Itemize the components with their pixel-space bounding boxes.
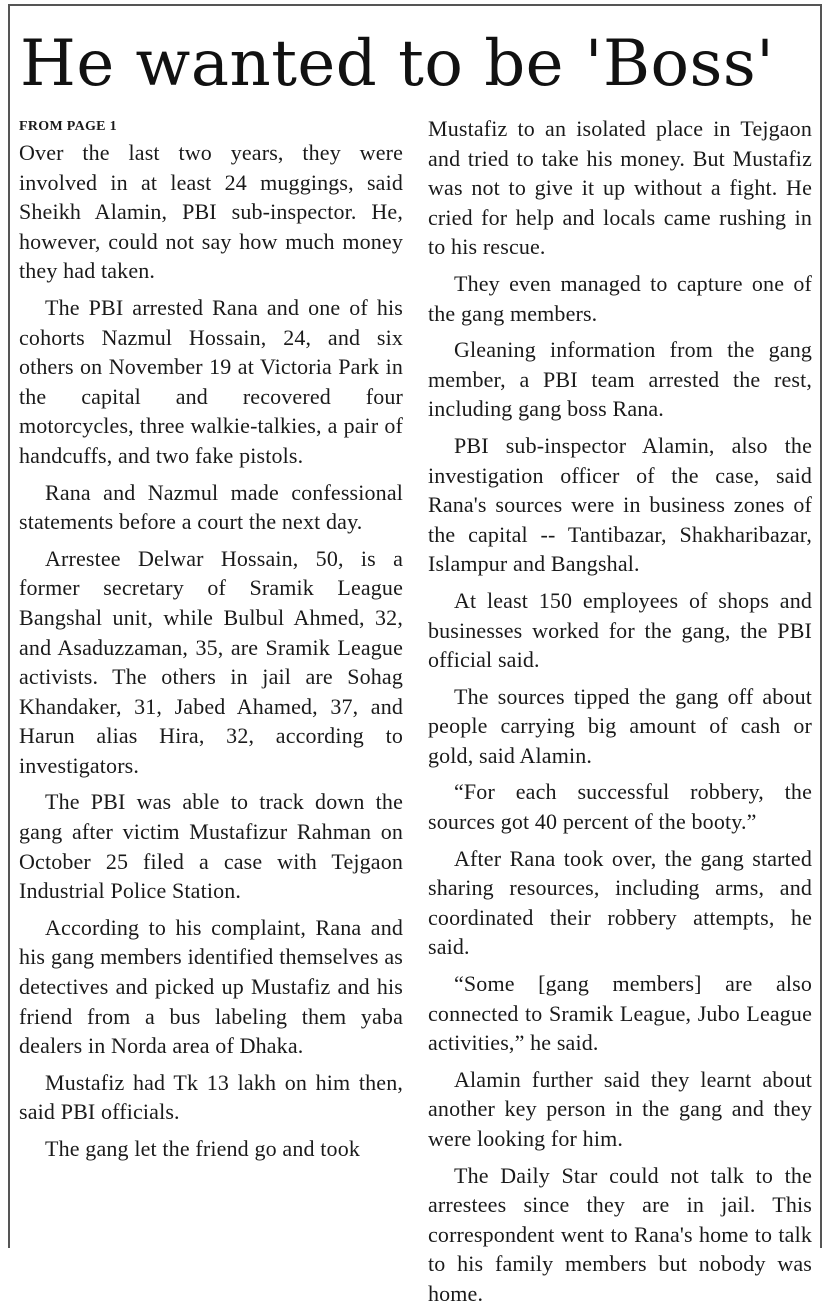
headline: He wanted to be 'Boss' — [20, 27, 775, 101]
right-column — [428, 114, 812, 1316]
paragraph: According to his complaint, Rana and his gang members identified themselves as detectives and picked up Mustafiz and his friend from a bus labeling them yaba dealers in Norda area of Dhaka. — [19, 914, 403, 1059]
paragraph: Alamin further said they learnt about another key person in the gang and they were looking for him. — [428, 1066, 812, 1151]
paragraph: After Rana took over, the gang started sharing resources, including arms, and coordinated their robbery attempts, he said. — [428, 845, 812, 960]
paragraph: Arrestee Delwar Hossain, 50, is a former secretary of Sramik League Bangshal unit, while Bulbul Ahmed, 32, and Asaduzzaman, 35, are Sramik League activists. The others in jail are Sohag Khandaker, 31, Jabed Ahamed, 37, and Harun alias Hira, 32, according to investigators. — [19, 545, 403, 778]
paragraph: “Some [gang members] are also connected to Sramik League, Jubo League activities,” he said. — [428, 971, 812, 1056]
paragraph: The PBI was able to track down the gang after victim Mustafizur Rahman on October 25 filed a case with Tejgaon Industrial Police Station. — [19, 789, 403, 904]
paragraph: The Daily Star could not talk to the arrestees since they are in jail. This correspondent went to Rana's home to talk to his family members but nobody was home. — [428, 1162, 812, 1306]
paragraph: Over the last two years, they were involved in at least 24 muggings, said Sheikh Alamin, PBI sub-inspector. He, however, could not say how much money they had taken. — [19, 140, 403, 284]
paragraph: The PBI arrested Rana and one of his cohorts Nazmul Hossain, 24, and six others on November 19 at Victoria Park in the capital and recovered four motorcycles, three walkie-talkies, a pair of handcuffs, and two fake pistols. — [19, 294, 403, 468]
paragraph: They even managed to capture one of the gang members. — [428, 270, 812, 326]
paragraph: “For each successful robbery, the sources got 40 percent of the booty.” — [428, 779, 812, 835]
paragraph: The gang let the friend go and took — [45, 1136, 360, 1161]
paragraph: Rana and Nazmul made confessional statements before a court the next day. — [19, 479, 403, 535]
paragraph: At least 150 employees of shops and businesses worked for the gang, the PBI official said. — [428, 587, 812, 673]
paragraph: PBI sub-inspector Alamin, also the investigation officer of the case, said Rana's sources were in business zones of the capital -- Tantibazar, Shakharibazar, Islampur and Bangshal. — [428, 432, 812, 577]
paragraph: Mustafiz had Tk 13 lakh on him then, said PBI officials. — [19, 1069, 403, 1125]
paragraph: Gleaning information from the gang member, a PBI team arrested the rest, including gang boss Rana. — [428, 337, 812, 422]
paragraph: Mustafiz to an isolated place in Tejgaon and tried to take his money. But Mustafiz was not to give it up without a fight. He cried for help and locals came rushing in to his rescue. — [428, 116, 812, 260]
kicker-from-page: FROM PAGE 1 — [19, 119, 117, 134]
left-column — [19, 116, 403, 1171]
paragraph: The sources tipped the gang off about people carrying big amount of cash or gold, said Alamin. — [428, 683, 812, 768]
